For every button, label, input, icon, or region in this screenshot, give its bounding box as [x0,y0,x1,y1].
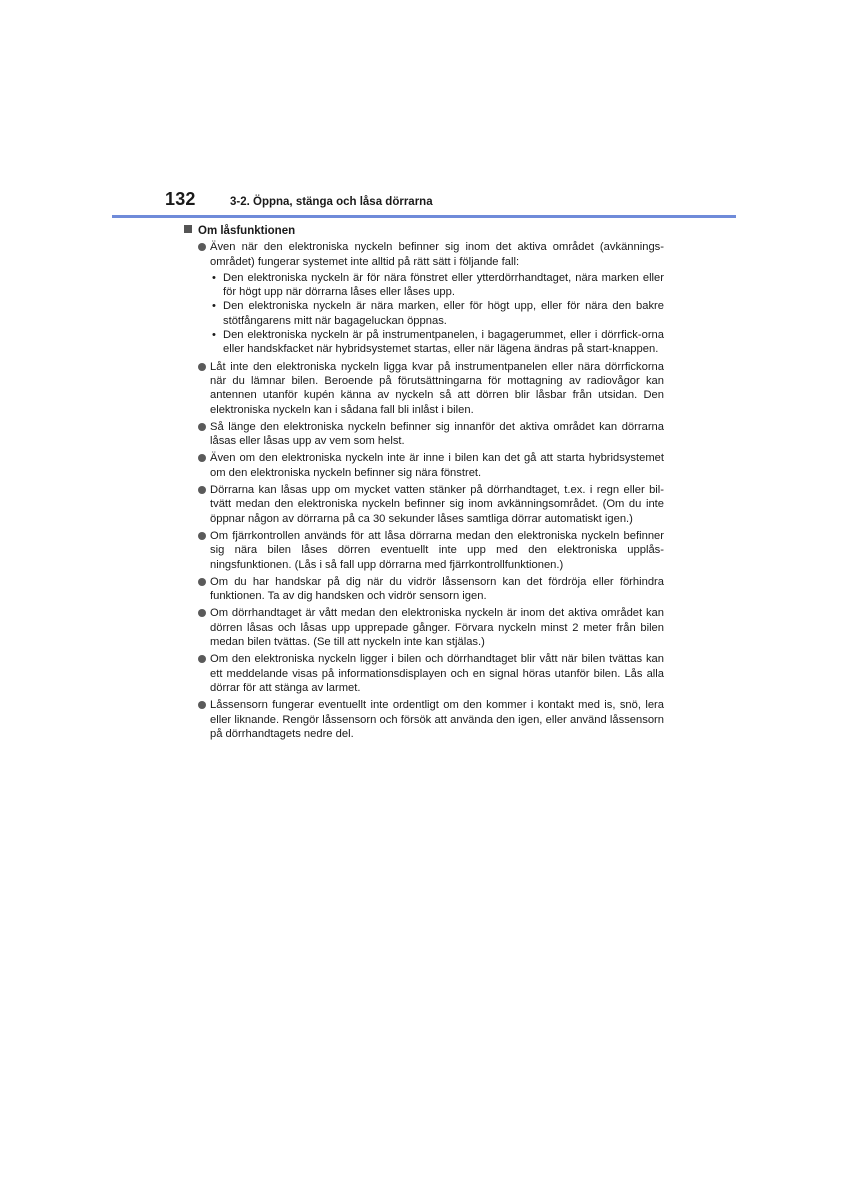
chapter-title: 3-2. Öppna, stänga och låsa dörrarna [230,196,433,208]
item-text: Även om den elektroniska nyckeln inte är inne i bilen kan det gå att starta hybridsystemet om den elektroniska nyckeln befinner sig nära fönstret. [210,452,664,479]
item-text: Om den elektroniska nyckeln ligger i bilen och dörrhandtaget blir vått när bilen tvättas kan ett meddelande visas på informationsdisplayen och en signal höras utanför bilen. Lås alla dörrar för att stänga av larmet. [210,653,664,694]
square-bullet-icon [184,225,192,233]
item-text: Låt inte den elektroniska nyckeln ligga kvar på instrumentpanelen eller nära dörrfickorna när du lämnar bilen. Beroende på förutsättningarna för mottagning av radiovågor kan antennen utanför kupén känna av nyckeln så att dörren blir låsbar från utsidan. Den elektroniska nyckeln kan i sådana fall bli inlåst i bilen. [210,360,664,416]
list-item [184,360,664,417]
sub-item-text: Den elektroniska nyckeln är för nära fönstret eller ytterdörrhandtaget, nära marken eller för högt upp när dörrarna låses eller låses upp. [223,271,664,299]
circle-bullet-icon [198,363,206,371]
circle-bullet-icon [198,454,206,462]
item-text: Dörrarna kan låsas upp om mycket vatten stänker på dörrhandtaget, t.ex. i regn eller bil-tvätt medan den elektroniska nyckeln befinner sig inom avkänningsområdet. (Om du inte öppnar någon av dörrarna på ca 30 sekunder låses samtliga dörrar automatiskt igen.) [210,484,664,525]
circle-bullet-icon [198,486,206,494]
sub-list-item [210,271,664,300]
list-item [184,483,664,526]
list-item [184,698,664,741]
circle-bullet-icon [198,655,206,663]
page-header [0,188,848,220]
list-item [184,652,664,695]
item-text: Låssensorn fungerar eventuellt inte ordentligt om den kommer i kontakt med is, snö, lera eller liknande. Rengör låssensorn och försök att använda den igen, eller använd låssensorn på dörrhandtagets nedre del. [210,699,664,740]
small-bullet-icon: • [212,329,216,342]
sub-item-text: Den elektroniska nyckeln är på instrumentpanelen, i bagagerummet, eller i dörrfick-orna eller handskfacket när hybridsystemet startas, eller när lägena ändras på start-knappen. [223,329,664,356]
circle-bullet-icon [198,423,206,431]
header-rule [112,215,736,218]
list-item [184,529,664,572]
circle-bullet-icon [198,701,206,709]
item-text: Om du har handskar på dig när du vidrör låssensorn kan det fördröja eller förhindra funktionen. Ta av dig handsken och vidrör sensorn igen. [210,575,664,603]
list-item [184,451,664,480]
small-bullet-icon: • [212,300,216,313]
list-item [184,420,664,449]
section-heading [184,224,664,238]
item-text: Om dörrhandtaget är vått medan den elektroniska nyckeln är inom det aktiva området kan dörren låsas och låsas upp upprepade gånger. Förvara nyckeln minst 2 meter från bilen medan bilen tvättas. (Se till att nyckeln inte kan stjälas.) [210,607,664,649]
sub-list [210,271,664,357]
list-item [184,240,664,356]
bullet-list [184,240,664,741]
list-item [184,575,664,604]
section-title: Om låsfunktionen [198,225,296,237]
circle-bullet-icon [198,578,206,586]
item-text: Så länge den elektroniska nyckeln befinner sig innanför det aktiva området kan dörrarna låsas eller låsas upp av vem som helst. [210,420,664,448]
small-bullet-icon: • [212,271,216,284]
circle-bullet-icon [198,609,206,617]
sub-list-item [210,299,664,328]
circle-bullet-icon [198,532,206,540]
circle-bullet-icon [198,243,206,251]
item-text: Även när den elektroniska nyckeln befinner sig inom det aktiva området (avkännings-området) fungerar systemet inte alltid på rätt sätt i följande fall: [210,241,664,268]
item-text: Om fjärrkontrollen används för att låsa dörrarna medan den elektroniska nyckeln befinner sig nära bilen låses dörren eventuellt inte upp med den elektroniska upplås-ningsfunktionen. (Lås i så fall upp dörrarna med fjärrkontrollfunktionen.) [210,529,664,571]
sub-item-text: Den elektroniska nyckeln är nära marken, eller för högt upp, eller för nära den bakre stötfångarens mitt när bagageluckan öppnas. [223,300,664,327]
content [184,224,664,744]
sub-list-item [210,328,664,357]
page-number: 132 [165,189,196,209]
list-item [184,606,664,649]
